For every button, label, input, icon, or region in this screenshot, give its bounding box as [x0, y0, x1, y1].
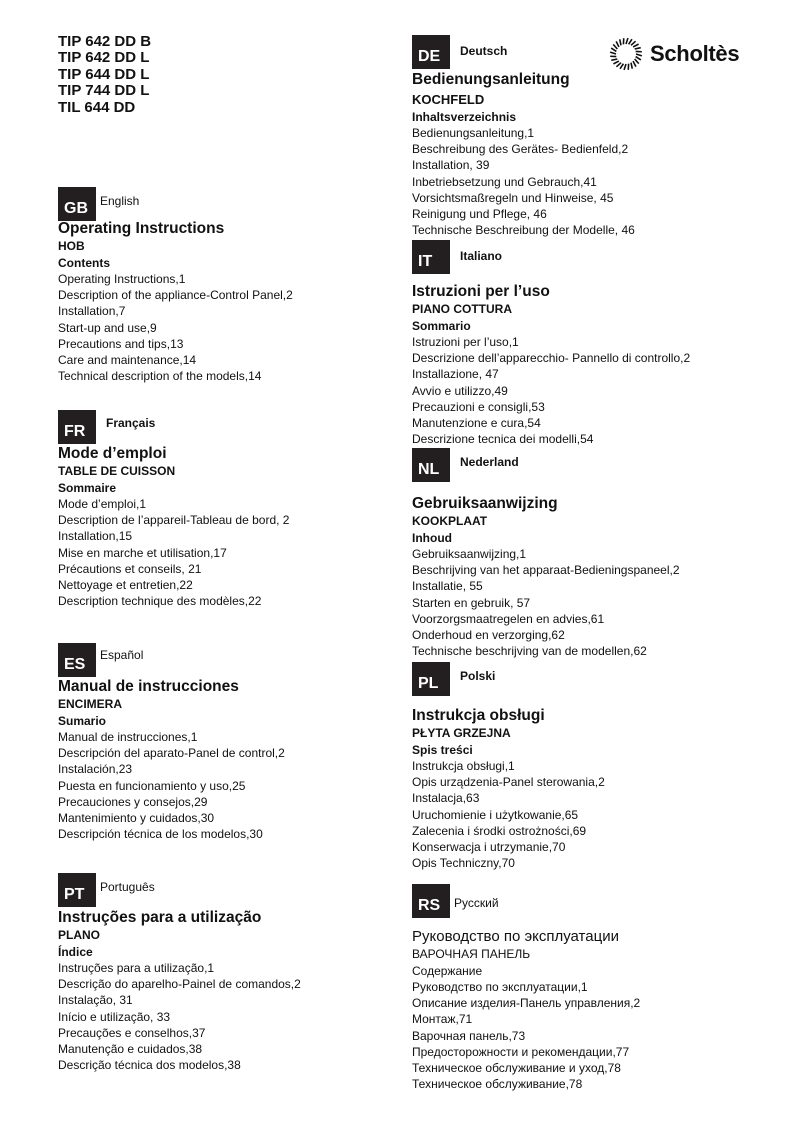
contents-label: Inhaltsverzeichnis — [412, 110, 517, 124]
sun-ray — [626, 38, 628, 44]
contents-item: Operating Instructions,1 — [58, 272, 186, 286]
language-name: Français — [106, 416, 156, 430]
section-block — [412, 283, 690, 447]
section-block — [58, 220, 293, 384]
model-name: TIP 644 DD L — [58, 65, 150, 83]
contents-item: Opis Techniczny,70 — [412, 856, 515, 871]
contents-item: Descripción del aparato-Panel de control,2 — [58, 746, 285, 761]
contents-item: Technische Beschreibung der Modelle, 46 — [412, 223, 635, 238]
language-code: DE — [418, 48, 441, 65]
contents-label: Inhoud — [412, 531, 452, 545]
language-code-badge — [58, 873, 96, 907]
contents-item: Mise en marche et utilisation,17 — [58, 545, 227, 560]
contents-item: Start-up and use,9 — [58, 320, 157, 335]
manual-title: Istruzioni per l’uso — [412, 283, 550, 300]
language-code-badge — [58, 410, 96, 444]
product-type: PLANO — [58, 928, 100, 942]
language-code-badge — [412, 448, 450, 482]
contents-item: Монтаж,71 — [412, 1012, 473, 1027]
model-name: TIP 642 DD L — [58, 49, 150, 67]
contents-item: Inbetriebsetzung und Gebrauch,41 — [412, 174, 597, 189]
language-code: NL — [418, 461, 440, 478]
sun-ray — [616, 41, 619, 47]
sun-ray — [635, 48, 641, 49]
contents-item: Description of the appliance-Control Panel,2 — [58, 288, 293, 303]
contents-item: Descripción técnica de los modelos,30 — [58, 827, 263, 842]
contents-item: Care and maintenance,14 — [58, 353, 197, 368]
language-code: FR — [64, 423, 86, 440]
model-list — [58, 34, 151, 116]
contents-item: Mantenimiento y cuidados,30 — [58, 811, 215, 826]
sun-ray — [613, 61, 619, 64]
contents-item: Installation, 39 — [412, 158, 490, 173]
sun-ray — [620, 39, 621, 45]
language-code: PL — [418, 675, 439, 692]
language-name: Español — [100, 648, 144, 662]
sun-ray — [629, 39, 632, 44]
product-type: PŁYTA GRZEJNA — [412, 726, 511, 740]
language-name: English — [100, 194, 140, 208]
contents-item: Zalecenia i środki ostrożności,69 — [412, 823, 587, 838]
contents-item: Instalação, 31 — [58, 993, 133, 1008]
contents-item: Installatie, 55 — [412, 579, 483, 594]
contents-item: Konserwacja i utrzymanie,70 — [412, 840, 566, 855]
language-code-badge — [412, 240, 450, 274]
contents-item: Uruchomienie i użytkowanie,65 — [412, 807, 579, 822]
contents-item: Bedienungsanleitung,1 — [412, 126, 535, 140]
contents-item: Manual de instrucciones,1 — [58, 730, 198, 744]
section-block — [58, 909, 301, 1073]
contents-item: Istruzioni per l’uso,1 — [412, 335, 519, 349]
contents-item: Puesta en funcionamiento y uso,25 — [58, 778, 246, 793]
sun-ray — [616, 63, 621, 67]
section-block — [412, 70, 635, 238]
contents-label: Índice — [58, 945, 93, 959]
contents-item: Предосторожности и рекомендации,77 — [412, 1044, 630, 1059]
sun-ray — [636, 54, 642, 56]
manual-title: Instruções para a utilização — [58, 909, 262, 926]
language-name: Nederland — [460, 455, 519, 469]
contents-item: Mode d’emploi,1 — [58, 497, 147, 511]
brand-name: Scholtès — [650, 41, 740, 66]
contents-item: Nettoyage et entretien,22 — [58, 578, 193, 593]
product-type: TABLE DE CUISSON — [58, 464, 176, 478]
contents-item: Beschrijving van het apparaat-Bedieningspaneel,2 — [412, 563, 680, 578]
section-block — [412, 707, 605, 871]
contents-item: Manutenzione e cura,54 — [412, 416, 541, 431]
contents-item: Beschreibung des Gerätes- Bedienfeld,2 — [412, 142, 629, 157]
contents-item: Instalacja,63 — [412, 791, 480, 806]
product-type: PIANO COTTURA — [412, 302, 512, 316]
contents-item: Precautions and tips,13 — [58, 336, 184, 351]
language-code: RS — [418, 897, 441, 914]
language-name: Русский — [454, 896, 499, 910]
product-type: HOB — [58, 239, 85, 253]
contents-item: Instrukcja obsługi,1 — [412, 759, 515, 773]
language-code: IT — [418, 253, 433, 270]
contents-item: Starten en gebruik, 57 — [412, 595, 531, 610]
contents-item: Описание изделия-Панель управления,2 — [412, 996, 641, 1011]
contents-item: Descrição do aparelho-Painel de comandos,2 — [58, 977, 301, 992]
contents-label: Spis treści — [412, 743, 473, 757]
language-name: Português — [100, 880, 155, 894]
contents-item: Descrizione dell’apparecchio- Pannello di controllo,2 — [412, 351, 691, 366]
contents-item: Technical description of the models,14 — [58, 369, 262, 384]
contents-item: Gebruiksaanwijzing,1 — [412, 547, 527, 561]
contents-item: Vorsichtsmaßregeln und Hinweise, 45 — [412, 190, 614, 205]
sun-ray — [624, 64, 626, 70]
model-name: TIP 642 DD B — [58, 33, 152, 50]
contents-label: Sumario — [58, 714, 107, 728]
language-code: GB — [64, 200, 88, 217]
sun-ray — [631, 41, 636, 45]
contents-item: Início e utilização, 33 — [58, 1009, 171, 1024]
language-code: ES — [64, 656, 86, 673]
contents-item: Installation,15 — [58, 529, 133, 544]
manual-title: Manual de instrucciones — [58, 678, 239, 695]
model-name: TIP 744 DD L — [58, 82, 150, 100]
contents-item: Техническое обслуживание и уход,78 — [412, 1061, 621, 1076]
manual-title: Gebruiksaanwijzing — [412, 495, 558, 512]
sun-ray — [610, 52, 616, 54]
contents-label: Sommaire — [58, 481, 117, 495]
sun-burst-icon — [608, 36, 644, 72]
contents-label: Sommario — [412, 319, 471, 333]
manual-title: Руководство по эксплуатации — [412, 928, 619, 945]
language-name: Polski — [460, 669, 496, 683]
contents-item: Voorzorgsmaatregelen en advies,61 — [412, 611, 605, 626]
contents-label: Contents — [58, 256, 110, 270]
language-code-badge — [412, 884, 450, 918]
sun-ray — [611, 48, 616, 51]
contents-item: Descrizione tecnica dei modelli,54 — [412, 432, 594, 447]
contents-item: Reinigung und Pflege, 46 — [412, 207, 547, 222]
contents-item: Руководство по эксплуатации,1 — [412, 980, 588, 994]
contents-item: Manutenção e cuidados,38 — [58, 1042, 203, 1057]
product-type: KOCHFELD — [412, 92, 485, 107]
contents-item: Description de l’appareil-Tableau de bord, 2 — [58, 513, 290, 528]
contents-label: Содержание — [412, 964, 483, 978]
section-block — [412, 495, 680, 659]
language-code-badge — [58, 643, 96, 677]
section-block — [412, 928, 640, 1092]
contents-item: Precauzioni e consigli,53 — [412, 399, 545, 414]
manual-title: Operating Instructions — [58, 220, 225, 237]
contents-item: Installazione, 47 — [412, 367, 499, 382]
language-code-badge — [412, 35, 450, 69]
sun-ray — [613, 44, 617, 49]
sun-ray — [633, 44, 639, 47]
sun-ray — [636, 57, 641, 60]
contents-item: Варочная панель,73 — [412, 1028, 526, 1043]
contents-item: Technische beschrijving van de modellen,62 — [412, 644, 647, 659]
contents-item: Avvio e utilizzo,49 — [412, 383, 508, 398]
section-block — [58, 678, 285, 842]
product-type: ENCIMERA — [58, 697, 123, 711]
contents-item: Précautions et conseils, 21 — [58, 561, 202, 576]
sun-ray — [635, 59, 639, 64]
sun-ray — [631, 63, 632, 69]
contents-item: Precauciones y consejos,29 — [58, 794, 208, 809]
contents-item: Техническое обслуживание,78 — [412, 1077, 583, 1092]
language-name: Italiano — [460, 249, 503, 263]
sun-ray — [611, 59, 617, 60]
product-type: KOOKPLAAT — [412, 514, 488, 528]
section-block — [58, 445, 289, 609]
manual-title: Instrukcja obsługi — [412, 707, 545, 724]
brand-logo — [608, 36, 739, 72]
language-code-badge — [58, 187, 96, 221]
contents-item: Instruções para a utilização,1 — [58, 961, 215, 975]
language-code-badge — [412, 662, 450, 696]
product-type: ВАРОЧНАЯ ПАНЕЛЬ — [412, 947, 531, 961]
language-name: Deutsch — [460, 44, 508, 58]
sun-ray — [633, 61, 636, 67]
contents-item: Instalación,23 — [58, 762, 133, 777]
contents-item: Description technique des modèles,22 — [58, 594, 262, 609]
contents-item: Installation,7 — [58, 304, 126, 319]
language-code: PT — [64, 886, 85, 903]
manual-title: Bedienungsanleitung — [412, 71, 570, 88]
contents-item: Opis urządzenia-Panel sterowania,2 — [412, 775, 605, 790]
contents-item: Precauções e conselhos,37 — [58, 1025, 206, 1040]
sun-ray — [620, 64, 623, 69]
contents-item: Descrição técnica dos modelos,38 — [58, 1058, 241, 1073]
manual-title: Mode d’emploi — [58, 445, 167, 462]
model-name: TIL 644 DD — [58, 98, 136, 116]
contents-item: Onderhoud en verzorging,62 — [412, 628, 565, 643]
